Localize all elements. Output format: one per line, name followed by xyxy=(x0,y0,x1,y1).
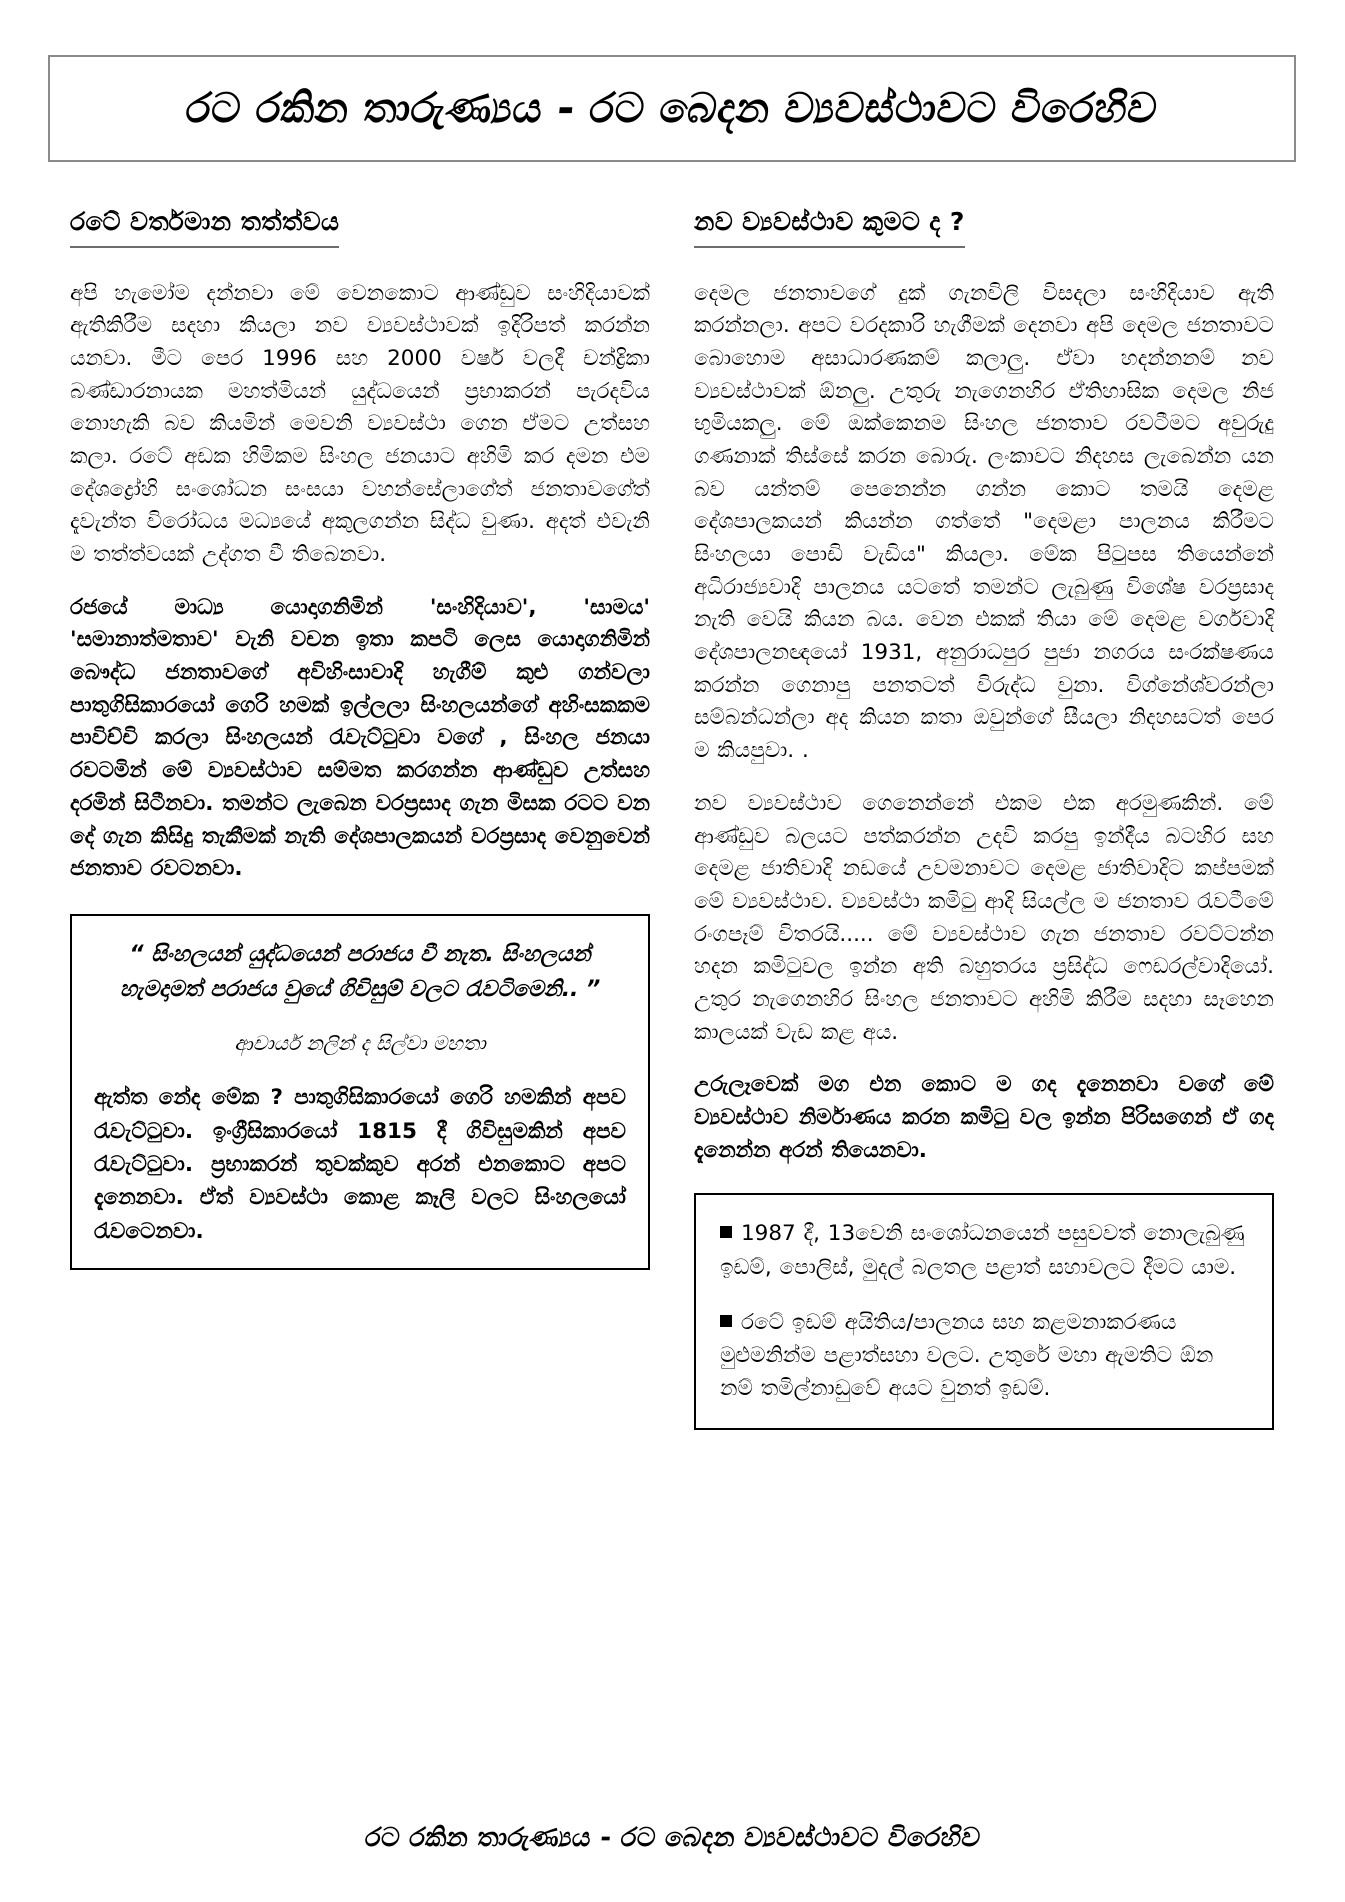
left-paragraph-2: රජයේ මාධ්‍ය යොදාගනිමින් 'සංහිදියාව', 'සාමය' 'සමානාත්මතාව' වැනි වචන ඉතා කපටි ලෙස යොදාගනිමින් බෞද්ධ ජනතාවගේ අවිහිංසාවාදි හැගීම් කුළු ගන්වලා පාතුගිසිකාරයෝ ගෙරි හමක් ඉල්ලලා සිංහලයන්ගේ අහිංසකකම පාවිච්චි කරලා සිංහලයන් රැවැට්ටුවා වගේ , සිංහල ජනයා රවටමින් මේ ව්‍යවස්ථාව සම්මත කරගන්න ආණ්ඩුව උත්සහ දරමින් සිටීනවා. තමන්ට ලැබෙන වරප්‍රසාද ගැන මිසක රටට වන දේ ගැන කිසිදු තැකීමක් නැති දේශපාලකයන් වරප්‍රසාද වෙනුවෙන් ජනතාව රවටනවා. xyxy=(70,594,650,882)
right-column-heading: නව ව්‍යවස්ථාව කුමට ද ? xyxy=(694,205,965,248)
bullet-item-text: රටේ ඉඩම් අයිතිය/පාලනය සහ කළමනාකරණය මුළුමනින්ම පළාත්සහා වලට. උතුරේ මහා ඇමතිට ඕන නම් තමිල්නාඩුවේ අයට වුනත් ඉඩම්. xyxy=(720,1309,1214,1402)
right-column xyxy=(694,205,1274,1430)
quote-box-body: ඇත්ත නේද මේක ? පාතුගිසිකාරයෝ ගෙරි හමකින් අපව රැවැට්ටුවා. ඉංග්‍රීසිකාරයෝ 1815 දී ගිවිසුමකින් අපව රැවැට්ටුවා. ප්‍රභාකරන් තුවක්කුව අරන් එනකොට අපට දැනෙනවා. ඒත් ව්‍යවස්ථා කොළ කෑලි වලට සිංහලයෝ රැවටෙනවා. xyxy=(94,1085,626,1244)
left-heading-wrap xyxy=(70,205,650,254)
right-heading-wrap xyxy=(694,205,1274,254)
quote-box xyxy=(70,914,650,1270)
bullet-item xyxy=(720,1217,1248,1284)
left-column xyxy=(70,205,650,1430)
page-footer xyxy=(0,1823,1345,1854)
square-bullet-icon xyxy=(720,1315,732,1327)
left-column-heading: රටේ වර්තමාන තත්ත්වය xyxy=(70,205,339,248)
square-bullet-icon xyxy=(720,1226,732,1238)
bullet-box xyxy=(694,1193,1274,1430)
bullet-item-text: 1987 දී, 13වෙනි සංශෝධනයෙන් පසුවවත් නොලැබුණු ඉඩම්, පොලිස්, මුදල් බලතල පළාත් සහාවලට දීමට යාම. xyxy=(720,1221,1245,1280)
right-paragraph-1: දෙමල ජනතාවගේ දුක් ගැනවිලි විසදලා සංහිදියාව ඇති කරන්නලා. අපට වරදකාරි හැගීමක් දෙනවා අපි දෙමල ජනතාවට බොහොම අසාධාරණකම් කලාලු. ඒවා හදන්නනම් නව ව්‍යවස්ථාවක් ඕනලු. උතුරු නැගෙනහිර ඒතිහාසික දෙමල නිජ භුමියකලු. මේ ඔක්කෙනම සිංහල ජනතාව රවටීමට අවුරුදු ගණනාක් තිස්සේ කරන බොරු. ලංකාවට නිදහස ලැබෙන්න යන බව යන්තම් පෙනෙන්න ගන්න කොට තමයි දෙමළ දේශපාලකයන් කියන්න ගත්තේ "දෙමළා පාලනය කිරීමට සිංහලයා පොඩි වැඩිය" කියලා. මේක පිටුපස තියෙන්නේ අධිරාජ්‍යවාදි පාලනය යටතේ තමන්ට ලැබුණු විශේෂ වරප්‍රසාද නැති වෙයි කියන බය. වෙන එකක් තියා මේ දෙමළ වර්ගවාදි දේශපාලනඥයෝ 1931, අනුරාධපුර පුජා නගරය සංරක්ෂණය කරන්න ගෙනාපු පනතටත් විරුද්ධ වුනා. විග්නේශ්වරන්ලා සම්බන්ධන්ලා අද කියන කතා ඔවුන්ගේ සීයලා නිදහසටත් පෙර ම කියපුවා. . xyxy=(694,280,1274,764)
quote-attribution: ආචාර්ය නලින් ද සිල්වා මහතා xyxy=(234,1031,486,1056)
quote-text: “ සිංහලයන් යුද්ධයෙන් පරාජය වී නැත. සිංහලයන් හැමදාමත් පරාජය වුයේ ගිවිසුම් වලට රැවටිමෙනි.. ” xyxy=(119,941,601,1002)
banner-title-text: රට රකින තාරුණ්‍යය - රට බෙදන ව්‍යවස්ථාවට විරෙහිව xyxy=(183,83,1161,132)
left-paragraph-1: අපි හැමෝම දන්නවා මේ වෙනකොට ආණ්ඩුව සංහිදියාවක් ඇතිකිරීම සදහා කියලා නව ව්‍යවස්ථාවක් ඉදිරිපත් කරන්න යනවා. මීට පෙර 1996 සහ 2000 වර්ෂ වලදී චන්ද්‍රිකා බණ්ඩාරනායක මහත්මියන් යුද්ධයෙන් ප්‍රභාකරන් පැරදවිය නොහැකි බව කියමින් මෙවනි ව්‍යවස්ථා ගෙන ඒමට උත්සහ කලා. රටේ අඩක හිමිකම සිංහල ජනයාට අහිමි කර දමන එම දේශද්‍රෝහි සංශෝධන සංසයා වහන්සේලාගේත් ජනතාවගේත් දැවැන්ත විරෝධය මධ්‍යයේ අකුලගන්න සිද්ධ වුණා. අදත් එවැනි ම තත්ත්වයක් උද්ගත වී තිබෙනවා. xyxy=(70,280,650,568)
right-paragraph-3: උරුලෑවෙක් මග එන කොට ම ගද දැනෙනවා වගේ මේ ව්‍යවස්ථාව නිර්මාණය කරන කමිටු වල ඉන්න පිරිසගෙන් ඒ ගද දැනෙන්න අරන් තියෙනවා. xyxy=(694,1072,1274,1163)
right-paragraph-2: නව ව්‍යවස්ථාව ගෙනෙන්නේ එකම එක අරමුණකින්. මේ ආණ්ඩුව බලයට පත්කරන්න උදවි කරපු ඉන්දීය බටහිර සහ දෙමළ ජාතිවාදි නඩයේ උවමනාවට දෙමළ ජාතිවාදිට කප්පමක් මේ ව්‍යවස්ථාව. ව්‍යවස්ථා කමිටු ආදි සියල්ල ම ජනතාව රැවටීමේ රංගපෑම් විතරයි..... මේ ව්‍යවස්ථාව ගැන ජනතාව රවට්ටන්න හදන කමිටුවල ඉන්න අති බහුතරය ප්‍රසිද්ධ ෆෙඩරල්වාදියෝ. උතුර නැගෙනහිර සිංහල ජනතාවට අහිමි කිරීම සදහා සෑහෙන කාලයක් වැඩ කළ අය. xyxy=(694,790,1274,1045)
title-banner xyxy=(48,55,1296,162)
footer-title-text: රට රකින තාරුණ්‍යය - රට බෙදන ව්‍යවස්ථාවට විරෙහිව xyxy=(363,1823,982,1853)
two-column-layout xyxy=(70,205,1275,1430)
bullet-item xyxy=(720,1306,1248,1406)
